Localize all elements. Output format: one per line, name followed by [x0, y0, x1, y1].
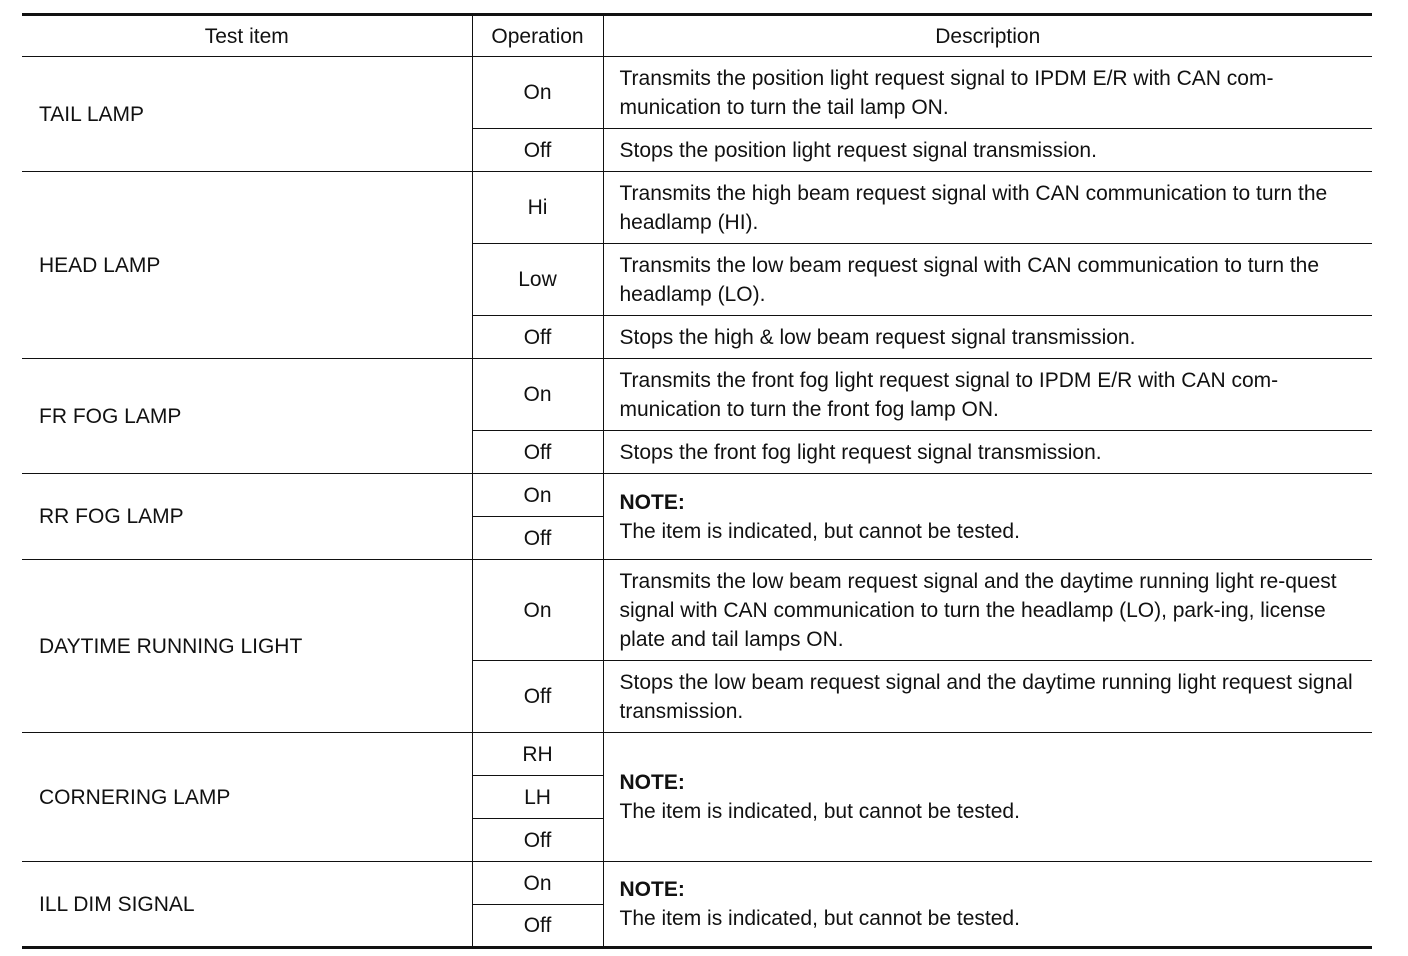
test-item-tail-lamp: TAIL LAMP — [22, 57, 472, 172]
description-text: Transmits the low beam request signal with CAN communication to turn the headlamp (LO). — [619, 253, 1320, 306]
note-title: NOTE: — [619, 878, 685, 901]
operation-cell: Hi — [472, 172, 603, 244]
description-text: Transmits the position light request signal to IPDM E/R with CAN com-munication to turn the tail lamp ON. — [619, 66, 1274, 119]
operation-cell: Off — [472, 517, 603, 560]
description-text: Transmits the front fog light request signal to IPDM E/R with CAN com-munication to turn the front fog lamp ON. — [619, 368, 1279, 421]
table-row — [22, 560, 1372, 661]
note-text: The item is indicated, but cannot be tested. — [619, 800, 1020, 823]
operation-cell: RH — [472, 733, 603, 776]
operation-cell: Off — [472, 129, 603, 172]
test-item-cornering-lamp: CORNERING LAMP — [22, 733, 472, 862]
description-cell — [603, 244, 1372, 316]
description-text: Stops the position light request signal transmission. — [619, 138, 1097, 162]
note-title: NOTE: — [619, 490, 685, 514]
header-description: Description — [603, 15, 1372, 57]
description-cell — [603, 661, 1372, 733]
table-header-row — [22, 15, 1372, 57]
operation-cell: On — [472, 862, 603, 905]
description-text: Transmits the low beam request signal and the daytime running light re-quest signal with CAN communication to turn the headlamp (LO), park-ing, license plate and tail lamps ON. — [619, 569, 1337, 651]
description-cell — [603, 359, 1372, 431]
test-item-head-lamp: HEAD LAMP — [22, 172, 472, 359]
operation-cell: On — [472, 474, 603, 517]
test-item-daytime-running-light: DAYTIME RUNNING LIGHT — [22, 560, 472, 733]
operation-cell: LH — [472, 776, 603, 819]
description-text: Stops the front fog light request signal transmission. — [619, 440, 1102, 464]
test-item-fr-fog-lamp: FR FOG LAMP — [22, 359, 472, 474]
table-row — [22, 474, 1372, 517]
test-item-rr-fog-lamp: RR FOG LAMP — [22, 474, 472, 560]
description-cell — [603, 431, 1372, 474]
note-text: The item is indicated, but cannot be tested. — [619, 907, 1020, 930]
operation-cell: On — [472, 57, 603, 129]
note-cell — [603, 862, 1372, 948]
description-cell — [603, 560, 1372, 661]
operation-cell: Off — [472, 819, 603, 862]
table-row — [22, 57, 1372, 129]
table-row — [22, 862, 1372, 905]
note-cell — [603, 474, 1372, 560]
description-cell — [603, 172, 1372, 244]
operation-cell: On — [472, 359, 603, 431]
operation-cell: On — [472, 560, 603, 661]
description-text: Transmits the high beam request signal with CAN communication to turn the headlamp (HI). — [619, 181, 1328, 234]
description-cell — [603, 129, 1372, 172]
note-title: NOTE: — [619, 771, 685, 794]
test-item-ill-dim-signal: ILL DIM SIGNAL — [22, 862, 472, 948]
table-row — [22, 359, 1372, 431]
operation-cell: Off — [472, 431, 603, 474]
operation-cell: Low — [472, 244, 603, 316]
header-operation: Operation — [472, 15, 603, 57]
operation-cell: Off — [472, 316, 603, 359]
operation-cell: Off — [472, 661, 603, 733]
note-cell — [603, 733, 1372, 862]
table-row — [22, 172, 1372, 244]
note-text: The item is indicated, but cannot be tested. — [619, 519, 1020, 543]
description-cell — [603, 316, 1372, 359]
operation-cell: Off — [472, 905, 603, 948]
description-cell — [603, 57, 1372, 129]
description-text: Stops the low beam request signal and the daytime running light request signal transmission. — [619, 670, 1353, 723]
table-row — [22, 733, 1372, 776]
description-text: Stops the high & low beam request signal transmission. — [619, 325, 1136, 349]
header-test-item: Test item — [22, 15, 472, 57]
test-item-table — [22, 13, 1372, 949]
